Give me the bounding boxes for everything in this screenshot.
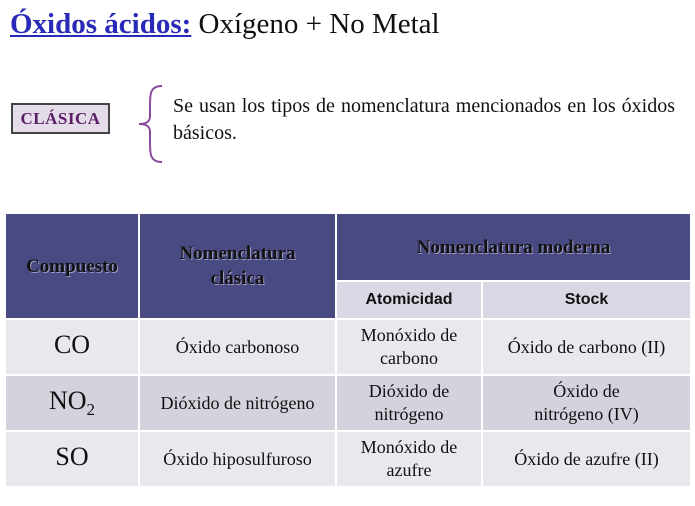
clasica-cell: Óxido carbonoso bbox=[139, 319, 336, 375]
description-text: Se usan los tipos de nomenclatura mencionados en los óxidos básicos. bbox=[173, 95, 675, 144]
atomicidad-cell: Monóxido de azufre bbox=[336, 431, 482, 487]
clasica-cell: Dióxido de nitrógeno bbox=[139, 375, 336, 431]
atomicidad-cell: Dióxido de nitrógeno bbox=[336, 375, 482, 431]
header-moderna: Nomenclatura moderna bbox=[336, 213, 691, 281]
table-row bbox=[5, 375, 691, 431]
clasica-badge: CLÁSICA bbox=[11, 103, 110, 134]
compound-cell: SO bbox=[5, 431, 139, 487]
header-clasica: Nomenclatura clásica bbox=[139, 213, 336, 319]
stock-cell: Óxido de nitrógeno (IV) bbox=[482, 375, 691, 431]
compound-cell: CO bbox=[5, 319, 139, 375]
stock-cell: Óxido de azufre (II) bbox=[482, 431, 691, 487]
table-row bbox=[5, 319, 691, 375]
header-atomicidad: Atomicidad bbox=[336, 281, 482, 319]
clasica-cell: Óxido hiposulfuroso bbox=[139, 431, 336, 487]
header-stock: Stock bbox=[482, 281, 691, 319]
header-compuesto: Compuesto bbox=[5, 213, 139, 319]
table-row bbox=[5, 431, 691, 487]
title-rest: Oxígeno + No Metal bbox=[198, 8, 440, 40]
compound-cell: $NO_2$ bbox=[5, 375, 139, 431]
title-accent: Óxidos ácidos: bbox=[10, 8, 192, 40]
atomicidad-cell: Monóxido de carbono bbox=[336, 319, 482, 375]
page-title bbox=[10, 8, 440, 41]
nomenclature-table bbox=[4, 212, 692, 488]
curly-brace-icon bbox=[136, 84, 166, 164]
table-header-row bbox=[5, 213, 691, 281]
stock-cell: Óxido de carbono (II) bbox=[482, 319, 691, 375]
